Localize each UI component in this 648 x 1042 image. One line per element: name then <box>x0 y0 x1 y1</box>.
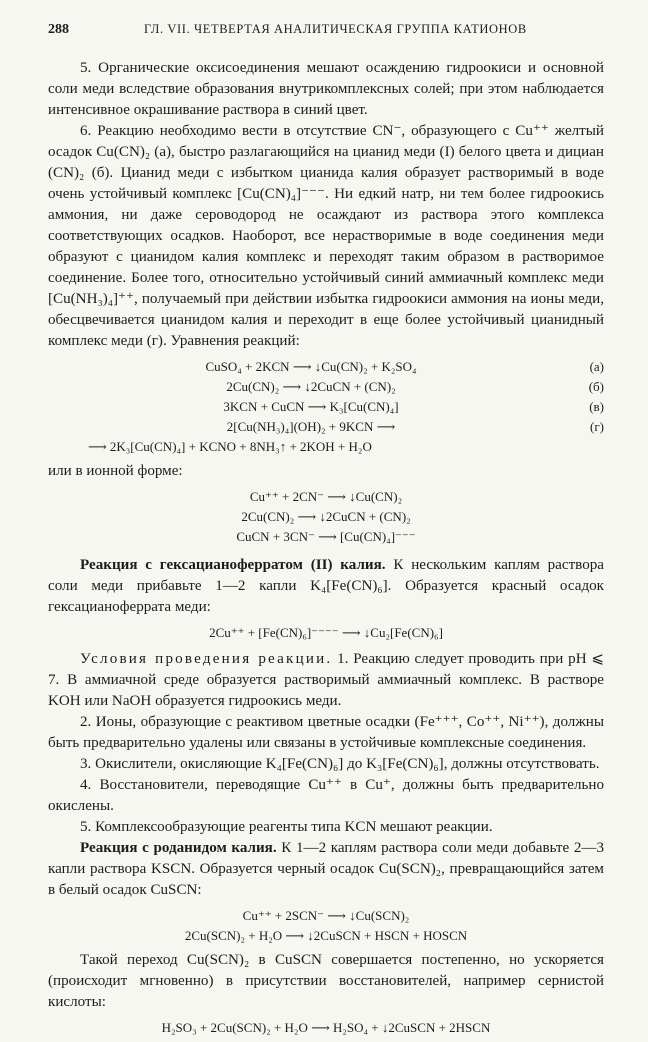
equation-text: 2Cu(CN)₂ ⟶ ↓2CuCN + (CN)₂ <box>226 379 396 394</box>
equation-text: CuSO₄ + 2KCN ⟶ ↓Cu(CN)₂ + K₂SO₄ <box>205 359 417 374</box>
equation-label: (б) <box>588 379 604 394</box>
final-paragraph: Такой переход Cu(SCN)₂ в CuSCN совершается постепенно, но ускоряется (происходит мгновенно) в присутствии восстановителей, например сернистой кислоты: <box>48 952 604 1010</box>
hexacyanoferrate-section <box>48 555 604 618</box>
section-title: Реакция с роданидом калия. <box>80 840 277 856</box>
page-number: 288 <box>48 22 69 37</box>
conditions-title: Условия проведения реакции. <box>80 651 333 667</box>
equation-g-line2 <box>48 437 604 457</box>
equation-text: Cu⁺⁺ + 2SCN⁻ ⟶ ↓Cu(SCN)₂ <box>242 908 410 923</box>
reaction-equations <box>48 357 604 457</box>
paragraph-item-5: 5. Органические оксисоединения мешают осаждению гидроокиси и основной соли меди вследствие образования внутрикомплексных солей; при этом наблюдается интенсивное окрашивание раствора в синий цвет. <box>48 60 604 118</box>
conditions-text: 1. Реакцию следует проводить при pH ⩽ 7. В аммиачной среде образуется растворимый аммиачный комплекс. В растворе KOH или NaOH образуется гидроокись меди. <box>48 651 605 709</box>
equation-b <box>48 377 604 397</box>
equation-text: H₂SO₃ + 2Cu(SCN)₂ + H₂O ⟶ H₂SO₄ + ↓2CuSCN + 2HSCN <box>161 1020 491 1035</box>
chapter-title: ГЛ. VII. ЧЕТВЕРТАЯ АНАЛИТИЧЕСКАЯ ГРУППА КАТИОНОВ <box>144 22 527 36</box>
equation-a <box>48 357 604 377</box>
ionic-equation-1 <box>48 487 604 507</box>
equation-label: (в) <box>589 399 604 414</box>
thiocyanate-equation-2 <box>48 926 604 946</box>
equation-text: 2Cu⁺⁺ + [Fe(CN)₆]⁻⁻⁻⁻ ⟶ ↓Cu₂[Fe(CN)₆] <box>209 625 443 640</box>
ionic-equations <box>48 487 604 547</box>
hexacyanoferrate-equation <box>48 623 604 643</box>
ionic-equation-2 <box>48 507 604 527</box>
equation-g-line1 <box>48 417 604 437</box>
equation-text: 2Cu(CN)₂ ⟶ ↓2CuCN + (CN)₂ <box>241 509 411 524</box>
section-title: Реакция с гексацианоферратом (II) калия. <box>80 557 386 573</box>
section-text: К 1—2 каплям раствора соли меди добавьте 2—3 капли раствора KSCN. Образуется черный осадок Cu(SCN)₂, превращающийся затем в белый осадок CuSCN: <box>48 840 605 898</box>
paragraph-item-6: 6. Реакцию необходимо вести в отсутствие CN⁻, образующего с Cu⁺⁺ желтый осадок Cu(CN)₂ (а), быстро разлагающийся на цианид меди (I) белого цвета и дициан (CN)₂ (б). Цианид меди с избытком цианида калия образует растворимый в воде очень устойчивый комплекс [Cu(CN)₄]⁻⁻⁻. Ни едкий натр, ни тем более гидроокись аммония, ни даже сероводород не осаждают из раствора этого комплекса соответствующих осадков. Наоборот, все нерастворимые в воде соединения меди образуют с цианидом калия комплекс и переходят таким образом в растворимое соединение. Более того, относительно устойчивый синий аммиачный комплекс меди [Cu(NH₃)₄]⁺⁺, получаемый при действии избытка гидроокиси аммония на ионы меди, обесцвечивается цианидом калия и переходит в еще более устойчивый цианидный комплекс меди (г). Уравнения реакций: <box>48 123 604 349</box>
equation-text: 2Cu(SCN)₂ + H₂O ⟶ ↓2CuSCN + HSCN + HOSCN <box>184 928 468 943</box>
condition-item-3: 3. Окислители, окисляющие K₄[Fe(CN)₆] до K₃[Fe(CN)₆], должны отсутствовать. <box>80 756 600 772</box>
thiocyanate-equation-1 <box>48 906 604 926</box>
equation-v <box>48 397 604 417</box>
thiocyanate-equations <box>48 906 604 946</box>
condition-item-5: 5. Комплексообразующие реагенты типа KCN мешают реакции. <box>80 819 493 835</box>
equation-label: (а) <box>589 359 604 374</box>
thiocyanate-section <box>48 838 604 901</box>
conditions-paragraph <box>48 649 604 712</box>
equation-text: 2[Cu(NH₃)₄](OH)₂ + 9KCN ⟶ <box>226 419 396 434</box>
condition-item-2: 2. Ионы, образующие с реактивом цветные осадки (Fe⁺⁺⁺, Co⁺⁺, Ni⁺⁺), должны быть предварительно удалены или связаны в устойчивые комплексные соединения. <box>48 714 604 751</box>
equation-text: 3KCN + CuCN ⟶ K₃[Cu(CN)₄] <box>223 399 399 414</box>
final-equation-block <box>48 1018 604 1038</box>
ionic-equation-3 <box>48 527 604 547</box>
equation-text: Cu⁺⁺ + 2CN⁻ ⟶ ↓Cu(CN)₂ <box>249 489 403 504</box>
section-text: К нескольким каплям раствора соли меди прибавьте 1—2 капли K₄[Fe(CN)₆]. Образуется красный осадок гексацианоферрата меди: <box>48 557 604 615</box>
page-header <box>48 22 600 44</box>
ionic-form-intro: или в ионной форме: <box>48 463 183 479</box>
equation-label: (г) <box>590 419 604 434</box>
final-equation <box>48 1018 604 1038</box>
condition-item-4: 4. Восстановители, переводящие Cu⁺⁺ в Cu⁺, должны быть предварительно окислены. <box>48 777 604 814</box>
equation-text: ⟶ 2K₃[Cu(CN)₄] + KCNO + 8NH₃↑ + 2KOH + H₂O <box>88 439 372 454</box>
page-body <box>48 58 604 1042</box>
hexacyanoferrate-equation-block <box>48 623 604 643</box>
equation-text: CuCN + 3CN⁻ ⟶ [Cu(CN)₄]⁻⁻⁻ <box>236 529 416 544</box>
